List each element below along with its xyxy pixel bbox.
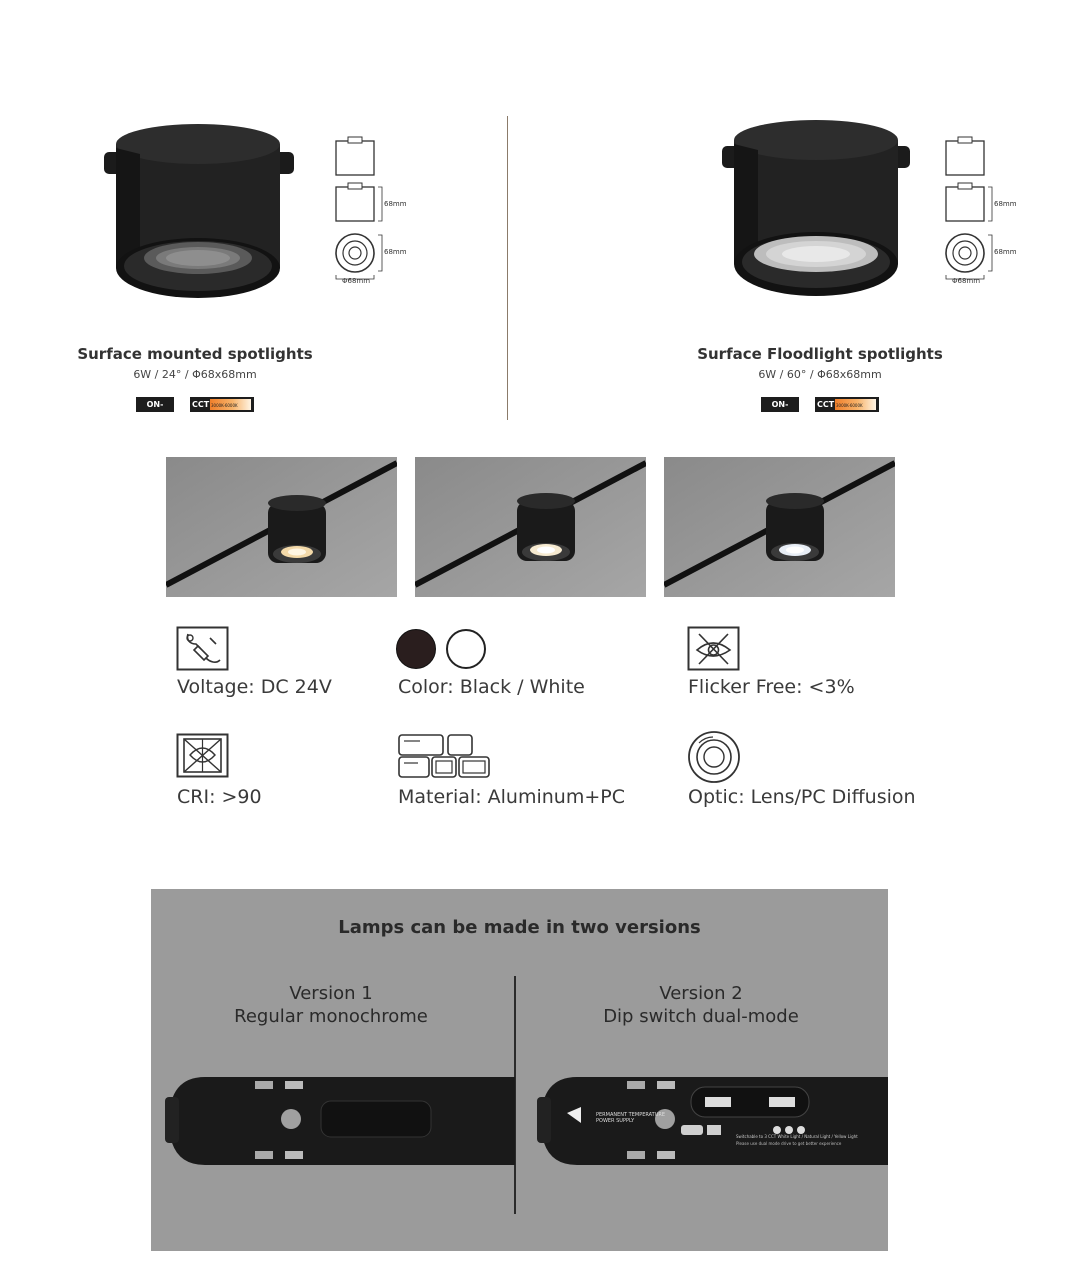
- on-off-badge: ON-OFF: [761, 397, 799, 412]
- diameter-dimension-label: Φ68mm: [952, 277, 981, 285]
- cct-badge-label: CCT: [817, 400, 835, 409]
- version-2-label: [521, 982, 881, 1028]
- black-swatch: [396, 629, 436, 669]
- optic-text: Optic: Lens/PC Diffusion: [688, 786, 916, 808]
- cct-badge: [190, 397, 254, 412]
- dimension-drawing: [940, 135, 1000, 285]
- dual-mode-note: Please use dual mode drive to get better experience: [736, 1141, 842, 1146]
- flicker-text: Flicker Free: <3%: [688, 676, 855, 698]
- version-1-driver-image: [165, 1067, 515, 1177]
- flicker-free-eye-icon: [687, 626, 740, 671]
- version-2-title: Version 2: [659, 983, 743, 1004]
- product-specs: 6W / 60° / Φ68x68mm: [758, 368, 882, 381]
- color-text: Color: Black / White: [398, 676, 585, 698]
- height-dimension-label: 68mm: [384, 200, 407, 208]
- material-text: Material: Aluminum+PC: [398, 786, 625, 808]
- power-supply-label: POWER SUPPLY: [596, 1118, 635, 1124]
- side-dimension-label: 68mm: [384, 248, 407, 256]
- voltage-text: Voltage: DC 24V: [177, 676, 332, 698]
- height-dimension-label: 68mm: [994, 200, 1017, 208]
- version-2-driver-image: [537, 1067, 888, 1177]
- cct-badge-label: CCT: [192, 400, 210, 409]
- spotlight-black-image: [100, 118, 296, 308]
- versions-panel-title: Lamps can be made in two versions: [338, 917, 701, 938]
- side-dimension-label: 68mm: [994, 248, 1017, 256]
- product-divider: [507, 116, 508, 420]
- product-title: Surface Floodlight spotlights: [697, 345, 943, 363]
- on-off-badge: ON-OFF: [136, 397, 174, 412]
- photo-neutral-light: [415, 457, 646, 597]
- cri-text: CRI: >90: [177, 786, 262, 808]
- version-1-label: [151, 982, 511, 1028]
- cri-icon: [176, 733, 229, 778]
- version-1-title: Version 1: [289, 983, 373, 1004]
- material-blocks-icon: [396, 733, 494, 781]
- versions-panel: [151, 889, 888, 1251]
- optic-lens-icon: [685, 731, 743, 783]
- color-swatch-icon: [396, 629, 490, 669]
- voltage-plug-icon: [176, 626, 229, 671]
- version-1-subtitle: Regular monochrome: [234, 1006, 428, 1027]
- product-specs: 6W / 24° / Φ68x68mm: [133, 368, 257, 381]
- white-swatch: [446, 629, 486, 669]
- dimension-drawing: [330, 135, 390, 285]
- cct-range-label: 3000K-6000K: [836, 403, 863, 408]
- cct-range-label: 3000K-6000K: [211, 403, 238, 408]
- diameter-dimension-label: Φ68mm: [342, 277, 371, 285]
- cct-badge: [815, 397, 879, 412]
- version-2-subtitle: Dip switch dual-mode: [603, 1006, 799, 1027]
- product-title: Surface mounted spotlights: [77, 345, 313, 363]
- photo-cool-light: [664, 457, 895, 597]
- photo-warm-light: [166, 457, 397, 597]
- power-supply-top-label: PERMANENT TEMPERATURE: [596, 1112, 666, 1118]
- floodlight-black-image: [718, 114, 914, 304]
- dip-switch-note: Switchable to 3 CCT White Light / Natural Light / Yellow Light: [736, 1134, 858, 1139]
